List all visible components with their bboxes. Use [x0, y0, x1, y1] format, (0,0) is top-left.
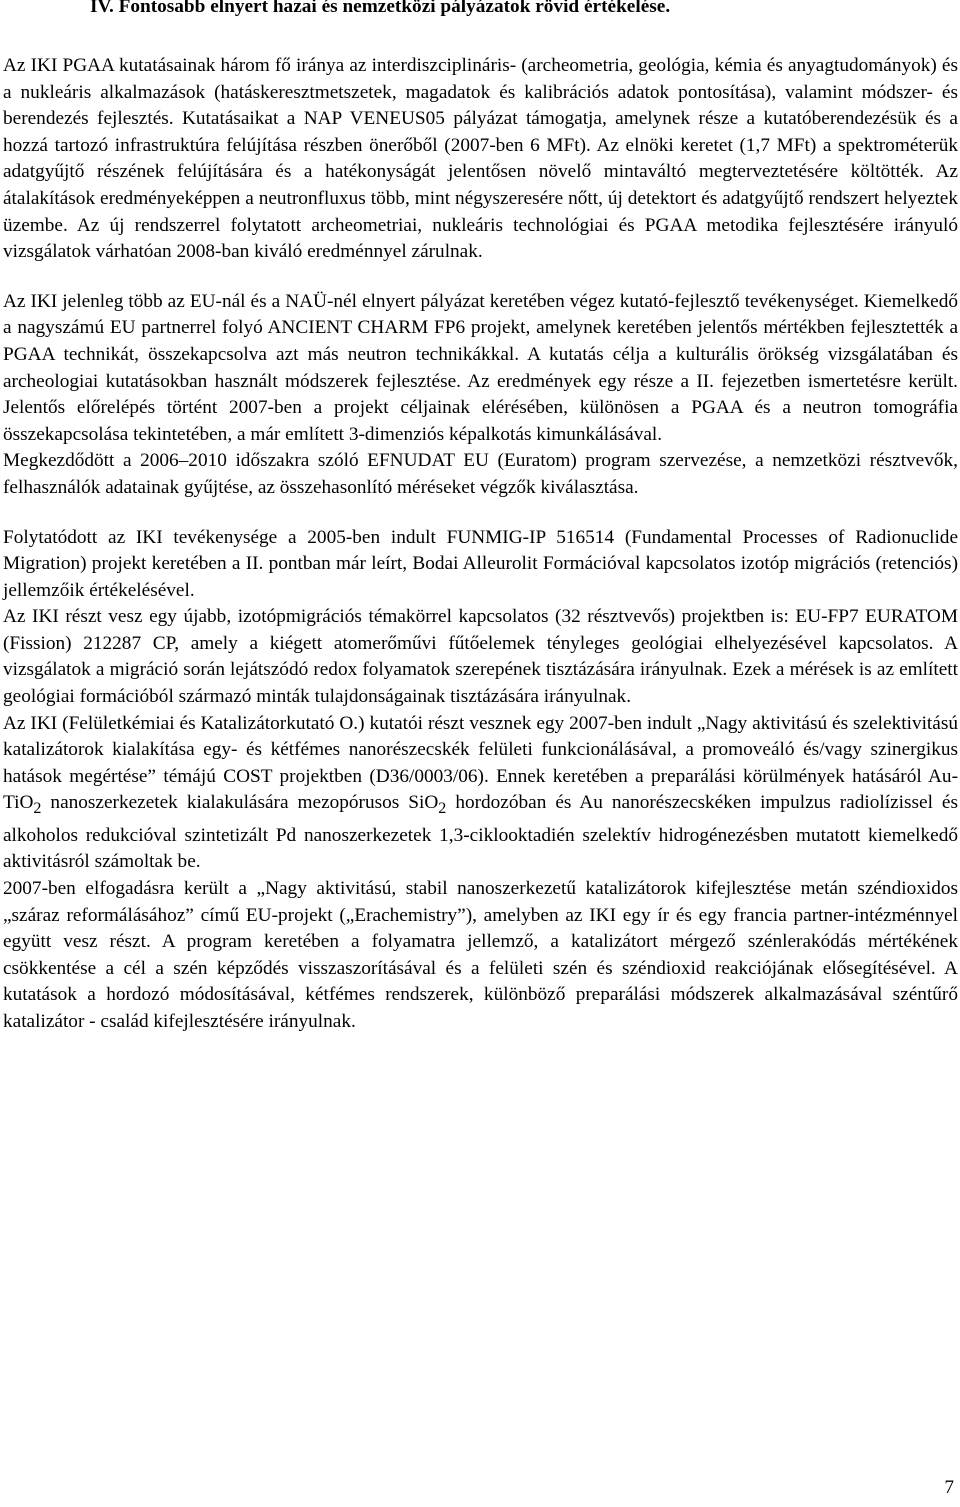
- section-heading: IV. Fontosabb elnyert hazai és nemzetközi pályázatok rövid értékelése.: [90, 0, 671, 17]
- subscript-2: 2: [438, 800, 447, 818]
- paragraph-cost-part3: hordozóban és Au nanorészecskéken impulzus radiolízissel és alkoholos redukcióval szintetizált Pd nanoszerkezetek 1,3-ciklooktadién szelektív hidrogénezésben mutatott kiemelkedő aktivitásról számoltak be.: [3, 792, 958, 873]
- paragraph-pgaa: Az IKI PGAA kutatásainak három fő iránya az interdiszciplináris- (archeometria, geológia, kémia és anyagtudományok) és a nukleáris alkalmazások (hatáskeresztmetszetek, magadatok és kalibrációs adatok pontosítása), valamint módszer- és berendezés fejlesztés. Kutatásaikat a NAP VENEUS05 pályázat támogatja, amelynek része a kutatóberendezésük és a hozzá tartozó infrastruktúra felújítása részben önerőből (2007-ben 6 MFt). Az elnöki keretet (1,7 MFt) a spektrométerük adatgyűjtő részének felújítására és a hatékonyságát jelentősen növelő mintaváltó megterveztetésére költötték. Az átalakítások eredményeképpen a neutronfluxus több, mint négyszeresére nőtt, új detektort és adatgyűjtő rendszert helyeztek üzembe. Az új rendszerrel folytatott archeometriai, nukleáris technológiai és PGAA metodika fejlesztésére irányuló vizsgálatok várhatóan 2008-ban kiváló eredménnyel zárulnak.: [3, 55, 958, 263]
- body-text: [3, 53, 958, 1036]
- paragraph-cost-part2: nanoszerkezetek kialakulására mezopórusos SiO: [41, 792, 439, 814]
- paragraph-euratom: Az IKI részt vesz egy újabb, izotópmigrációs témakörrel kapcsolatos (32 résztvevős) projektben is: EU-FP7 EURATOM (Fission) 212287 CP, amely a kiégett atomerőművi fűtőelemek tényleges geológiai elhelyezésével kapcsolatos. A vizsgálatok a migráció során lejátszódó redox folyamatok szerepének tisztázására irányulnak. Ezek a mérések is az említett geológiai formációból származó minták tulajdonságainak tisztázására irányulnak.: [3, 606, 958, 708]
- paragraph-efnudat: Megkezdődött a 2006–2010 időszakra szóló EFNUDAT EU (Euratom) program szervezése, a nemzetközi résztvevők, felhasználók adatainak gyűjtése, az összehasonlító méréseket végzők kiválasztása.: [3, 450, 958, 498]
- paragraph-erachemistry: 2007-ben elfogadásra került a „Nagy aktivitású, stabil nanoszerkezetű katalizátorok kifejlesztése metán széndioxidos „száraz reformálásához” című EU-projekt („Erachemistry”), amelyben az IKI egy ír és egy francia partner-intézménnyel együtt vesz részt. A program keretében a folyamatra jellemző, a katalizátort mérgező szénlerakódás mértékének csökkentése a cél a szén képződés visszaszorításával és a felületi szén és széndioxid reakciójának elősegítésével. A kutatások a hordozó módosításával, kétfémes rendszerek, különböző preparálási módszerek alkalmazásával széntűrő katalizátor - család kifejlesztésére irányulnak.: [3, 878, 958, 1033]
- paragraph-cost: [3, 711, 958, 876]
- paragraph-eu-projects: Az IKI jelenleg több az EU-nál és a NAÜ-nél elnyert pályázat keretében végez kutató-fejlesztő tevékenységet. Kiemelkedő a nagyszámú EU partnerrel folyó ANCIENT CHARM FP6 projekt, amelynek keretében jelentős mértékben fejlesztették a PGAA technikát, összekapcsolva azt más neutron technikákkal. A kutatás célja a kulturális örökség vizsgálatában és archeologiai kutatásokban használt módszerek fejlesztése. Az eredmények egy része a II. fejezetben ismertetésre került. Jelentős előrelépés történt 2007-ben a projekt céljainak elérésében, különösen a PGAA és a neutron tomográfia összekapcsolása tekintetében, a már említett 3-dimenziós képalkotás kimunkálásával.: [3, 290, 958, 445]
- subscript-2: 2: [33, 800, 42, 818]
- paragraph-cost-part1: Az IKI (Felületkémiai és Katalizátorkutató O.) kutatói részt vesznek egy 2007-ben indult „Nagy aktivitású és szelektivitású katalizátorok kialakítása egy- és kétfémes nanorészecskék felületi funkcionálásával, a promoveáló és/vagy szinergikus hatások megértése” témájú COST projektben (D36/0003/06). Ennek keretében a preparálási körülmények hatásáról Au-TiO: [3, 712, 958, 814]
- page-number: 7: [944, 1477, 954, 1498]
- paragraph-funmig: Folytatódott az IKI tevékenysége a 2005-ben indult FUNMIG-IP 516514 (Fundamental Processes of Radionuclide Migration) projekt keretében a II. pontban már leírt, Bodai Alleurolit Formációval kapcsolatos izotóp migrációs (retenciós) jellemzőik értékelésével.: [3, 526, 958, 601]
